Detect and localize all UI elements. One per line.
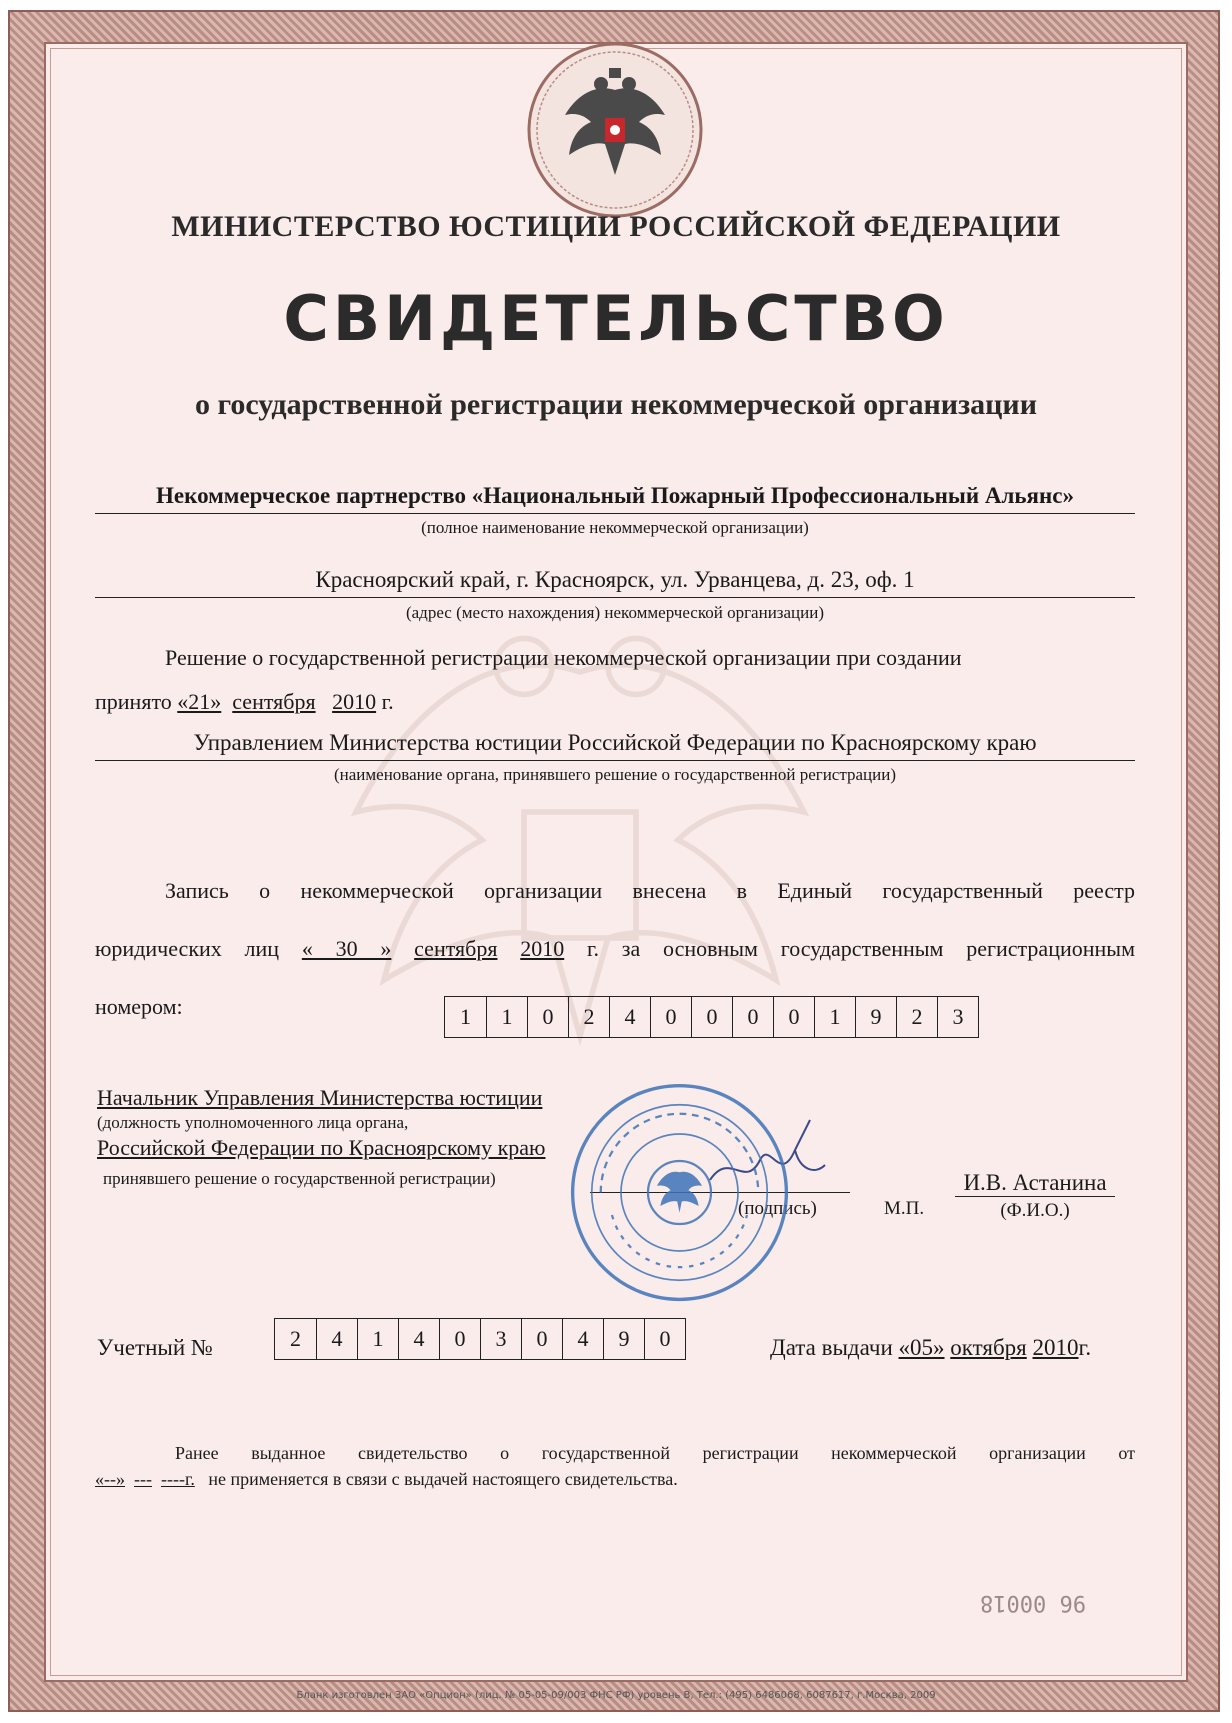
account-digit: 9 [603, 1319, 644, 1359]
account-digit: 0 [439, 1319, 480, 1359]
previous-suffix: не применяется в связи с выдачей настоящего свидетельства. [208, 1469, 678, 1489]
decision-day: «21» [177, 689, 222, 714]
printer-footer: Бланк изготовлен ЗАО «Опцион» (лиц. № 05-05-09/003 ФНС РФ) уровень В, Тел.: (495) 6486068, 6087617, г.Москва, 2009 [296, 1690, 936, 1701]
organization-address: Красноярский край, г. Красноярск, ул. Урванцева, д. 23, оф. 1 [95, 567, 1135, 598]
issue-year: 2010 [1032, 1335, 1079, 1360]
ogrn-digit: 3 [937, 997, 978, 1037]
ogrn-digit: 1 [460, 1004, 471, 1029]
registry-number-label: номером: [95, 994, 183, 1019]
account-number-label: Учетный № [97, 1335, 213, 1360]
registry-month: сентября [414, 936, 498, 961]
account-number-boxes [274, 1318, 686, 1360]
ogrn-digit: 0 [773, 997, 814, 1037]
previous-certificate-paragraph [95, 1440, 1135, 1492]
ogrn-digit: 0 [732, 997, 773, 1037]
blank-serial-number: 96 00018 [980, 1590, 1086, 1615]
registry-day: « 30 » [301, 936, 392, 961]
account-digit: 1 [357, 1319, 398, 1359]
registry-suffix: г. за основным государственным регистрационным [587, 936, 1135, 961]
ogrn-digit: 9 [855, 997, 896, 1037]
account-digit: 4 [316, 1319, 357, 1359]
previous-certificate-text: Ранее выданное свидетельство о государственной регистрации некоммерческой организации от [175, 1443, 1135, 1463]
signatory-position [97, 1085, 546, 1189]
issue-day: «05» [898, 1335, 945, 1360]
ogrn-digit: 0 [650, 997, 691, 1037]
signatory-position-caption-2: принявшего решение о государственной регистрации) [103, 1169, 496, 1188]
ministry-heading: МИНИСТЕРСТВО ЮСТИЦИИ РОССИЙСКОЙ ФЕДЕРАЦИИ [171, 210, 1061, 243]
decision-date-line [95, 680, 394, 724]
organization-address-caption: (адрес (место нахождения) некоммерческой организации) [405, 603, 825, 622]
ogrn-digit: 0 [691, 997, 732, 1037]
issue-date-line [770, 1335, 1091, 1361]
signatory-position-line-2: Российской Федерации по Красноярскому краю [97, 1135, 546, 1160]
stamp-place-label: М.П. [884, 1198, 925, 1219]
ogrn-number-boxes [444, 996, 979, 1038]
previous-certificate-line-2 [95, 1466, 1135, 1492]
document-title: СВИДЕТЕЛЬСТВО [283, 282, 949, 355]
account-digit: 2 [290, 1326, 301, 1351]
issue-year-suffix: г. [1078, 1335, 1092, 1360]
decision-year-suffix: г. [381, 689, 394, 714]
ogrn-digit: 1 [486, 997, 527, 1037]
registry-year: 2010 [520, 936, 565, 961]
previous-year: ----г. [160, 1469, 195, 1489]
account-digit: 3 [480, 1319, 521, 1359]
ogrn-digit: 2 [896, 997, 937, 1037]
registering-authority: Управлением Министерства юстиции Российской Федерации по Красноярскому краю [95, 730, 1135, 761]
previous-month: --- [134, 1469, 152, 1489]
signature-caption: (подпись) [738, 1198, 817, 1219]
decision-month: сентября [232, 689, 316, 714]
coat-of-arms-emblem-icon [525, 40, 705, 220]
account-digit: 4 [562, 1319, 603, 1359]
decision-year: 2010 [332, 689, 377, 714]
ogrn-digit: 0 [527, 997, 568, 1037]
issue-date-label: Дата выдачи [770, 1335, 893, 1360]
registering-authority-caption: (наименование органа, принявшего решение о государственной регистрации) [333, 765, 896, 784]
registry-line-2 [95, 920, 1135, 978]
issue-month: октября [950, 1335, 1027, 1360]
document-subtitle: о государственной регистрации некоммерческой организации [195, 388, 1037, 421]
signatory-name-caption: (Ф.И.О.) [1000, 1200, 1070, 1221]
organization-name-caption: (полное наименование некоммерческой организации) [421, 518, 809, 537]
previous-day: «--» [95, 1469, 125, 1489]
decision-paragraph [95, 636, 1135, 724]
organization-name: Некоммерческое партнерство «Национальный Пожарный Профессиональный Альянс» [95, 483, 1135, 514]
signatory-position-line-1: Начальник Управления Министерства юстиции [97, 1085, 543, 1110]
registry-line-1: Запись о некоммерческой организации внесена в Единый государственный реестр [165, 878, 1135, 903]
registry-prefix: юридических лиц [95, 936, 280, 961]
account-digit: 0 [644, 1319, 685, 1359]
account-digit: 0 [521, 1319, 562, 1359]
ogrn-digit: 4 [609, 997, 650, 1037]
signatory-position-caption-1: (должность уполномоченного лица органа, [97, 1113, 409, 1132]
signatory-name: И.В. Астанина [955, 1170, 1115, 1197]
ogrn-digit: 2 [568, 997, 609, 1037]
decision-accepted-prefix: принято [95, 689, 172, 714]
decision-text: Решение о государственной регистрации некоммерческой организации при создании [165, 645, 962, 670]
official-seal-stamp-icon [567, 1080, 792, 1305]
account-digit: 4 [398, 1319, 439, 1359]
ogrn-digit: 1 [814, 997, 855, 1037]
